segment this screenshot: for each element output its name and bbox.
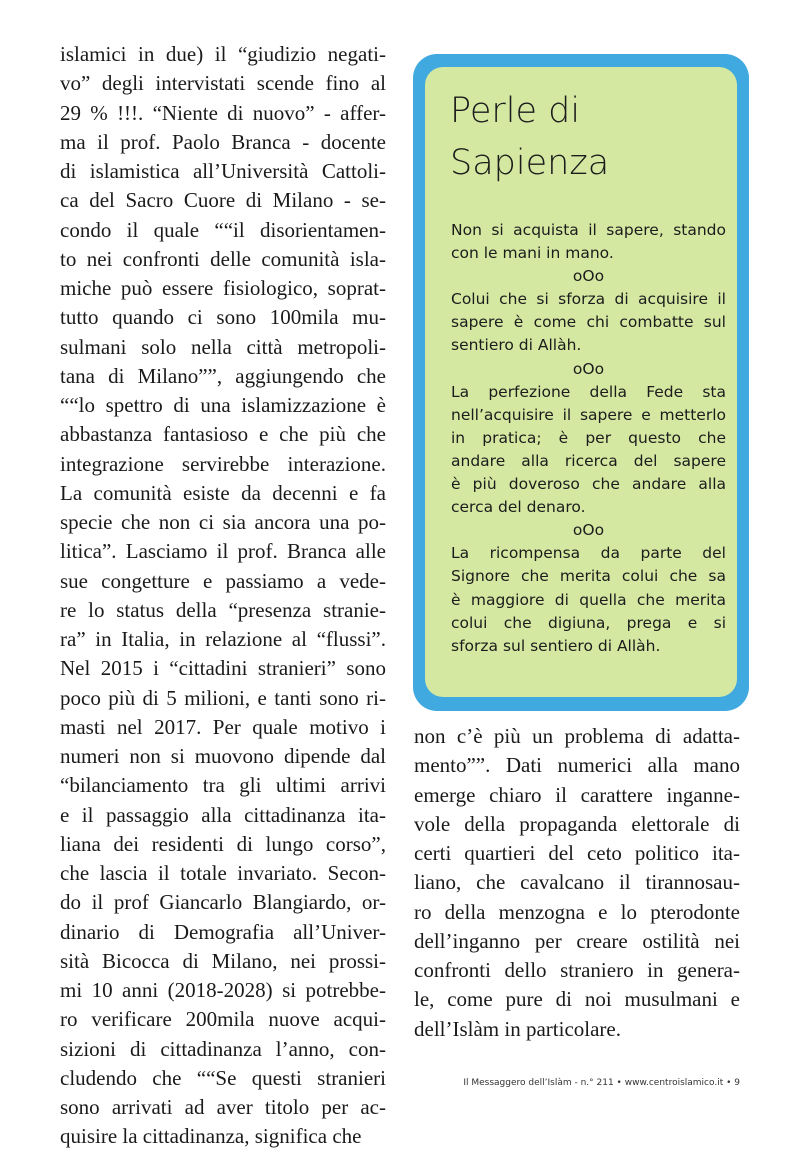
text-line: ma il prof. Paolo Branca - docente bbox=[60, 129, 386, 154]
text-line: cludendo che ““Se questi stranieri bbox=[60, 1065, 386, 1090]
text-line: vo” degli intervistati scende fino al bbox=[60, 71, 386, 96]
text-line: miche può essere fisiologico, soprat- bbox=[60, 276, 386, 300]
separator-ooo: oOo bbox=[572, 267, 605, 286]
text-line: liana dei residenti di lungo corso”, bbox=[60, 831, 386, 856]
sidebar-box bbox=[413, 54, 749, 711]
sidebar-box-title bbox=[450, 85, 730, 189]
right-text-column bbox=[414, 722, 740, 1044]
text-line: che lascia il totale invariato. Secon- bbox=[60, 861, 386, 885]
text-line: “bilanciamento tra gli ultimi arrivi bbox=[60, 773, 386, 798]
text-line: non c’è più un problema di adatta- bbox=[414, 724, 740, 748]
text-line: dinario di Demografia all’Univer- bbox=[60, 919, 386, 944]
text-line: quisire la cittadinanza, significa che bbox=[60, 1124, 362, 1149]
text-line: 29 % !!!. “Niente di nuovo” - affer- bbox=[60, 100, 386, 125]
text-line: specie che non ci sia ancora una po- bbox=[60, 510, 386, 534]
text-line: poco più di 5 milioni, e tanti sono ri- bbox=[60, 685, 386, 710]
left-text-column bbox=[60, 40, 386, 1152]
page-footer: Il Messaggero dell’Islàm - n.° 211 • www.centroislamico.it • 9 bbox=[463, 1078, 740, 1088]
sidebar-line: andare alla ricerca del sapere bbox=[451, 451, 726, 470]
sidebar-line: in pratica; è per questo che bbox=[451, 428, 726, 447]
sidebar-line: sforza sul sentiero di Allàh. bbox=[451, 636, 661, 655]
text-line: La comunità esiste da decenni e fa bbox=[60, 480, 386, 505]
text-line: ra” in Italia, in relazione al “flussi”. bbox=[60, 627, 386, 651]
text-line: dell’inganno per creare ostilità nei bbox=[414, 928, 740, 953]
text-line: ro della menzogna e lo pterodonte bbox=[414, 899, 740, 924]
text-line: to nei confronti delle comunità isla- bbox=[60, 246, 386, 271]
text-line: mento””. Dati numerici alla mano bbox=[414, 753, 740, 778]
separator-ooo: oOo bbox=[572, 359, 605, 378]
text-line: sono arrivati ad aver titolo per ac- bbox=[60, 1095, 386, 1119]
text-line: ““lo spettro di una islamizzazione è bbox=[60, 393, 386, 417]
text-line: liano, che cavalcano il tirannosau- bbox=[414, 870, 740, 895]
sidebar-box-inner bbox=[425, 67, 737, 697]
sidebar-line: colui che digiuna, prega e si bbox=[451, 613, 726, 632]
text-line: condo il quale ““il disorientamen- bbox=[60, 217, 386, 242]
sidebar-line: La ricompensa da parte del bbox=[451, 544, 726, 563]
text-line: re lo status della “presenza stranie- bbox=[60, 597, 386, 622]
sidebar-line: nell’acquisire il sapere e metterlo bbox=[451, 405, 726, 424]
text-line: sulmani solo nella città metropoli- bbox=[60, 334, 386, 359]
sidebar-line: sentiero di Allàh. bbox=[451, 336, 582, 355]
sidebar-title-line: Perle di bbox=[450, 91, 581, 131]
text-line: mi 10 anni (2018-2028) si potrebbe- bbox=[60, 978, 386, 1002]
text-line: tana di Milano””, aggiungendo che bbox=[60, 363, 386, 388]
sidebar-line: è più doveroso che andare alla bbox=[451, 475, 726, 494]
text-line: confronti dello straniero in genera- bbox=[414, 958, 740, 982]
text-line: dell’Islàm in particolare. bbox=[414, 1016, 621, 1041]
sidebar-line: Non si acquista il sapere, stando bbox=[451, 221, 726, 239]
sidebar-line: è maggiore di quella che merita bbox=[451, 590, 726, 609]
text-line: integrazione servirebbe interazione. bbox=[60, 451, 386, 476]
text-line: sità Bicocca di Milano, nei prossi- bbox=[60, 948, 386, 973]
text-line: islamici in due) il “giudizio negati- bbox=[60, 42, 386, 66]
text-line: sizioni di cittadinanza l’anno, con- bbox=[60, 1036, 386, 1061]
text-line: vole della propaganda elettorale di bbox=[414, 811, 740, 836]
sidebar-line: La perfezione della Fede sta bbox=[451, 382, 726, 401]
text-line: Nel 2015 i “cittadini stranieri” sono bbox=[60, 656, 386, 681]
text-line: ca del Sacro Cuore di Milano - se- bbox=[60, 188, 386, 213]
text-line: e il passaggio alla cittadinanza ita- bbox=[60, 802, 386, 827]
text-line: masti nel 2017. Per quale motivo i bbox=[60, 714, 386, 739]
sidebar-title-line: Sapienza bbox=[450, 143, 610, 183]
sidebar-line: sapere è come chi combatte sul bbox=[451, 313, 726, 332]
text-line: litica”. Lasciamo il prof. Branca alle bbox=[60, 539, 386, 564]
sidebar-line: Signore che merita colui che sa bbox=[451, 567, 726, 586]
text-line: do il prof Giancarlo Blangiardo, or- bbox=[60, 890, 386, 915]
separator-ooo: oOo bbox=[572, 521, 605, 540]
sidebar-line: con le mani in mano. bbox=[451, 244, 614, 263]
sidebar-line: Colui che si sforza di acquisire il bbox=[451, 290, 726, 309]
text-line: sue congetture e passiamo a vede- bbox=[60, 568, 386, 593]
text-line: di islamistica all’Università Cattoli- bbox=[60, 159, 386, 183]
text-line: ro verificare 200mila nuove acqui- bbox=[60, 1007, 386, 1032]
text-line: numeri non si muovono dipende dal bbox=[60, 744, 386, 768]
text-line: tutto quando ci sono 100mila mu- bbox=[60, 305, 386, 330]
text-line: le, come pure di noi musulmani e bbox=[414, 987, 740, 1012]
text-line: abbastanza fantasioso e che più che bbox=[60, 422, 386, 447]
sidebar-box-text bbox=[451, 219, 726, 658]
sidebar-line: cerca del denaro. bbox=[451, 498, 586, 517]
text-line: certi quartieri del ceto politico ita- bbox=[414, 841, 740, 865]
text-line: emerge chiaro il carattere inganne- bbox=[414, 782, 740, 807]
